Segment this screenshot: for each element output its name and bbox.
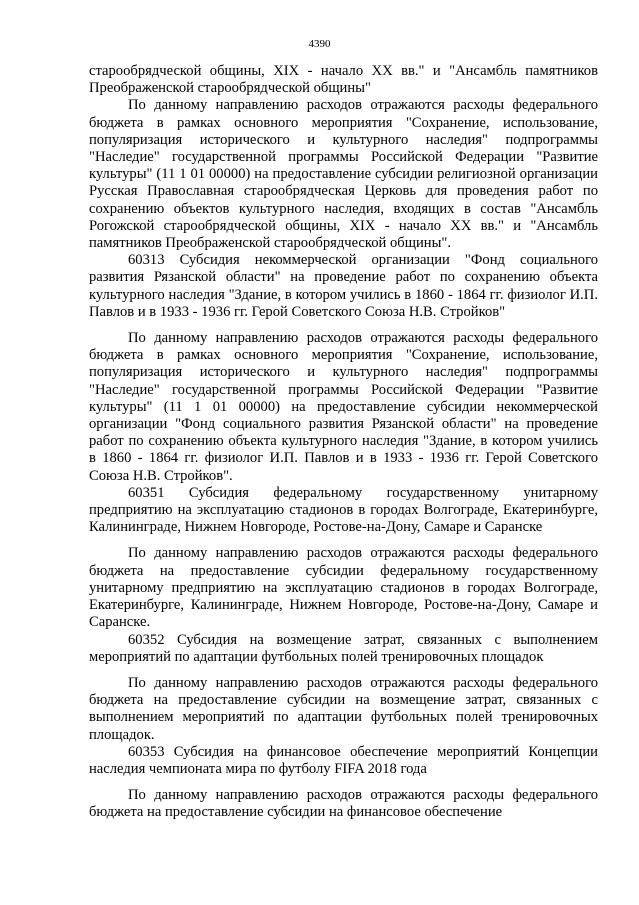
paragraph-8: По данному направлению расходов отражаются расходы федерального бюджета на предоставление субсидии на возмещение затрат, связанных с выполнением мероприятий по адаптации футбольных полей тренировочных площадок. <box>89 674 598 743</box>
paragraph-6: По данному направлению расходов отражаются расходы федерального бюджета на предоставление субсидии федеральному государственному унитарному предприятию на эксплуатацию стадионов в городах Волгограде, Екатеринбурге, Калининграде, Нижнем Новгороде, Ростове-на-Дону, Самаре и Саранске. <box>89 545 598 631</box>
paragraph-2: По данному направлению расходов отражаются расходы федерального бюджета в рамках основного мероприятия "Сохранение, использование, популяризация исторического и культурного наследия" подпрограммы "Наследие" государственной программы Российской Федерации "Развитие культуры" (11 1 01 00000) на предоставление субсидии религиозной организации Русская Православная старообрядческая Церковь для проведения работ по сохранению объектов культурного наследия, входящих в состав "Ансамбль Рогожской старообрядческой общины, XIX - начало XX вв." и "Ансамбль памятников Преображенской старообрядческой общины". <box>89 97 598 252</box>
document-body <box>89 63 598 822</box>
paragraph-3: 60313 Субсидия некоммерческой организации "Фонд социального развития Рязанской области" на проведение работ по сохранению объекта культурного наследия "Здание, в котором учились в 1860 - 1864 гг. физиолог И.П. Павлов и в 1933 - 1936 гг. Герой Советского Союза Н.В. Стройков" <box>89 252 598 320</box>
paragraph-7: 60352 Субсидия на возмещение затрат, связанных с выполнением мероприятий по адаптации футбольных полей тренировочных площадок <box>89 631 598 665</box>
paragraph-9: 60353 Субсидия на финансовое обеспечение мероприятий Концепции наследия чемпионата мира по футболу FIFA 2018 года <box>89 743 598 777</box>
paragraph-5: 60351 Субсидия федеральному государственному унитарному предприятию на эксплуатацию стадионов в городах Волгограде, Екатеринбурге, Калининграде, Нижнем Новгороде, Ростове-на-Дону, Самаре и Саранске <box>89 484 598 536</box>
paragraph-1: старообрядческой общины, XIX - начало XX вв." и "Ансамбль памятников Преображенской старообрядческой общины" <box>89 63 598 97</box>
paragraph-4: По данному направлению расходов отражаются расходы федерального бюджета в рамках основного мероприятия "Сохранение, использование, популяризация исторического и культурного наследия" подпрограммы "Наследие" государственной программы Российской Федерации "Развитие культуры" (11 1 01 00000) на предоставление субсидии некоммерческой организации "Фонд социального развития Рязанской области" на проведение работ по сохранению объекта культурного наследия "Здание, в котором учились в 1860 - 1864 гг. физиолог И.П. Павлов и в 1933 - 1936 гг. Герой Советского Союза Н.В. Стройков". <box>89 330 598 484</box>
paragraph-10: По данному направлению расходов отражаются расходы федерального бюджета на предоставление субсидии на финансовое обеспечение <box>89 787 598 821</box>
page-number: 4390 <box>308 38 331 50</box>
